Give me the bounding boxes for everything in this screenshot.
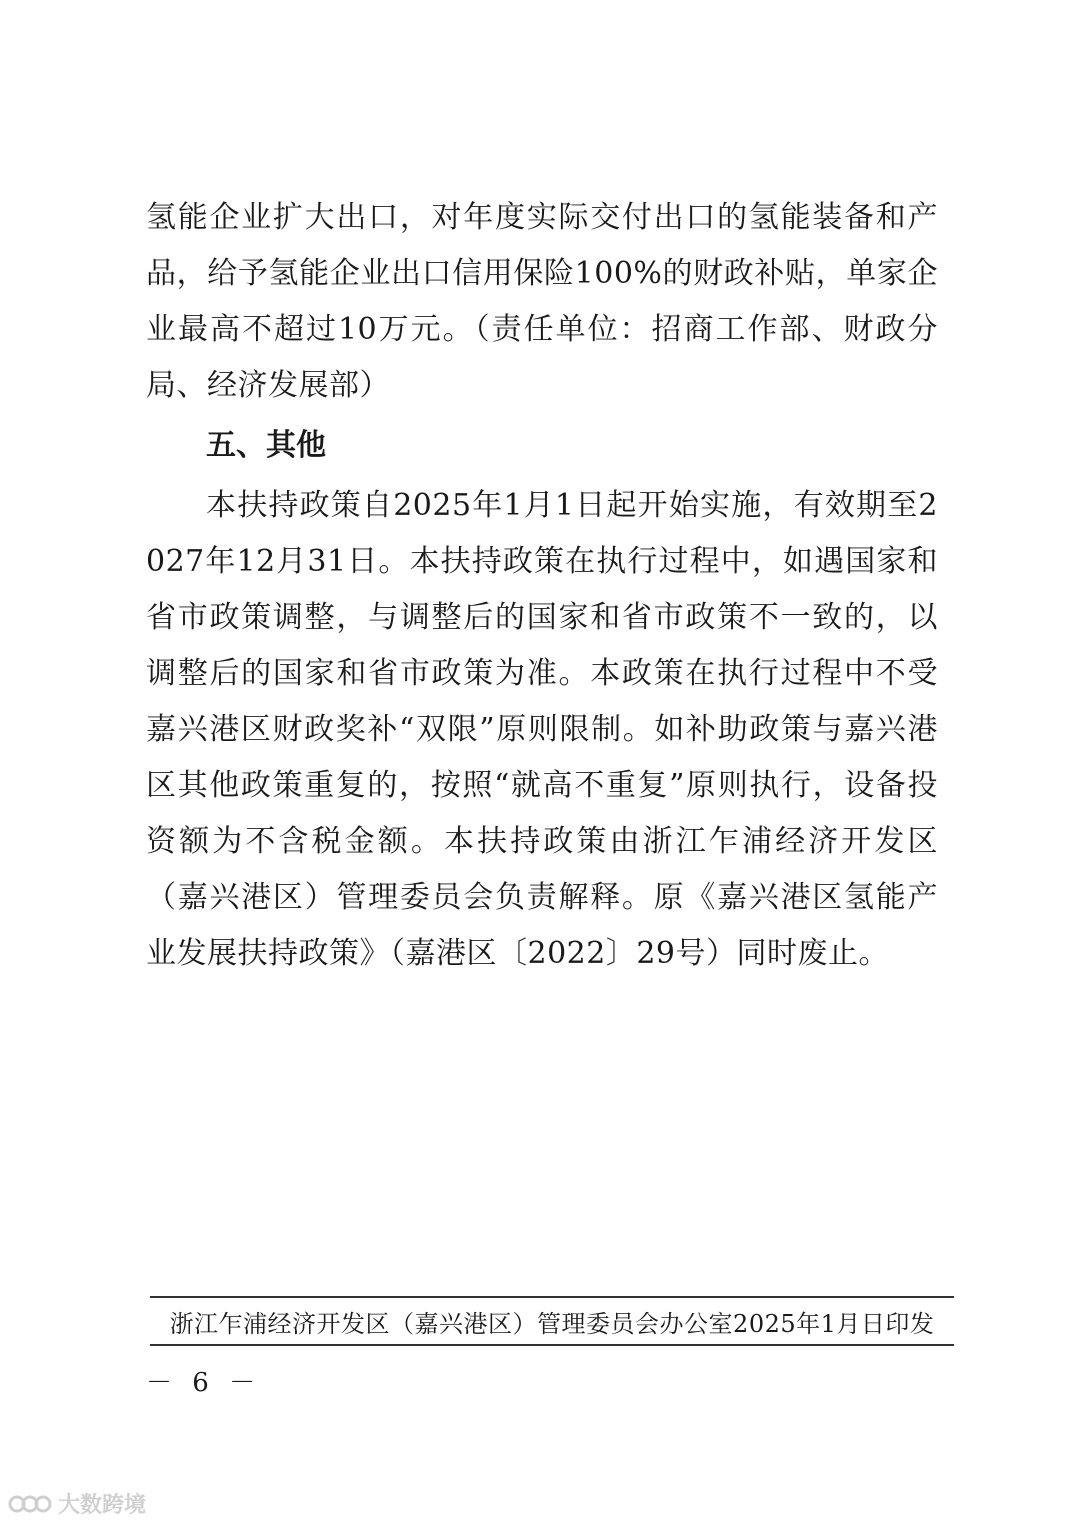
paragraph-implementation: 本扶持政策自2025年1月1日起开始实施，有效期至2027年12月31日。本扶持政策在执行过程中，如遇国家和省市政策调整，与调整后的国家和省市政策不一致的，以调整后的国家和省市政策为准。本政策在执行过程中不受嘉兴港区财政奖补“双限”原则限制。如补助政策与嘉兴港区其他政策重复的，按照“就高不重复”原则执行，设备投资额为不含税金额。本扶持政策由浙江乍浦经济开发区（嘉兴港区）管理委员会负责解释。原《嘉兴港区氢能产业发展扶持政策》（嘉港区〔2022〕29号）同时废止。 [146,488,938,971]
issuing-office-text: 浙江乍浦经济开发区（嘉兴港区）管理委员会办公室2025年1月日印发 [169,1309,935,1338]
page-number: － 6 － [146,1368,262,1398]
watermark [8,1488,146,1519]
document-body [146,190,938,982]
brand-logo-icon [8,1492,52,1516]
paragraph-export-subsidy: 氢能企业扩大出口，对年度实际交付出口的氢能装备和产品，给予氢能企业出口信用保险100%的财政补贴，单家企业最高不超过10万元。（责任单位：招商工作部、财政分局、经济发展部） [146,200,938,403]
section-heading-other: 五、其他 [206,428,326,463]
watermark-text: 大数跨境 [58,1493,147,1518]
issuing-footer [150,1296,954,1346]
